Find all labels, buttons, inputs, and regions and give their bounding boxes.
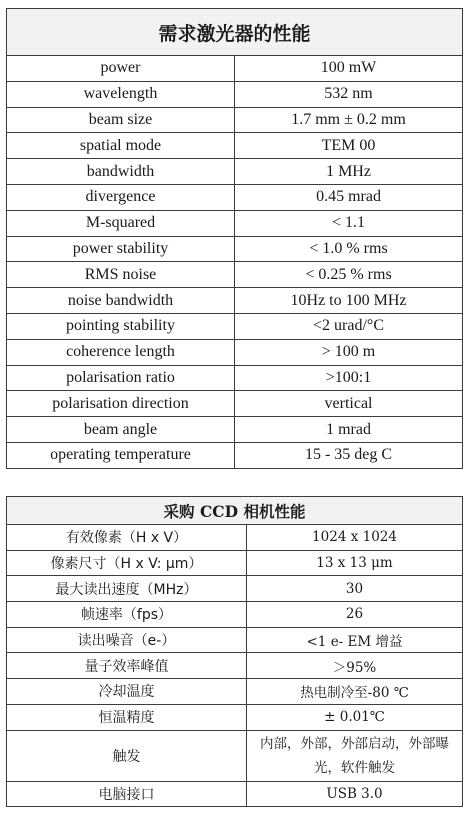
spec-label: noise bandwidth [7, 288, 235, 314]
spec-label: 有效像素（H x V） [7, 525, 247, 551]
laser-spec-table [6, 8, 463, 469]
spec-label: coherence length [7, 339, 235, 365]
table-row [7, 236, 463, 262]
spec-label: 触发 [7, 730, 247, 781]
spec-value: 10Hz to 100 MHz [235, 288, 463, 314]
spec-value: vertical [235, 391, 463, 417]
spec-value: <1 e- EM 增益 [247, 627, 463, 653]
spec-label: 像素尺寸（H x V: μm） [7, 550, 247, 576]
ccd-spec-table [6, 496, 463, 807]
spec-label: RMS noise [7, 262, 235, 288]
spec-value: < 0.25 % rms [235, 262, 463, 288]
spec-value: 1 mrad [235, 417, 463, 443]
spec-value: ± 0.01℃ [247, 704, 463, 730]
table-row [7, 525, 463, 551]
table-title-row [7, 497, 463, 525]
spec-label: operating temperature [7, 442, 235, 468]
spec-label: 读出噪音（e-） [7, 627, 247, 653]
spec-value: 内部，外部，外部启动，外部曝光，软件触发 [247, 730, 463, 781]
spec-label: power [7, 56, 235, 82]
spec-value: 15 - 35 deg C [235, 442, 463, 468]
table-row [7, 159, 463, 185]
table-row [7, 704, 463, 730]
spec-label: 冷却温度 [7, 679, 247, 705]
spec-value: <2 urad/°C [235, 313, 463, 339]
spec-value: USB 3.0 [247, 781, 463, 807]
spec-value: 1.7 mm ± 0.2 mm [235, 107, 463, 133]
spec-label: polarisation ratio [7, 365, 235, 391]
spec-value: 1 MHz [235, 159, 463, 185]
table-row [7, 313, 463, 339]
spec-label: 帧速率（fps） [7, 602, 247, 628]
spec-label: 量子效率峰值 [7, 653, 247, 679]
spec-label: power stability [7, 236, 235, 262]
spec-value: < 1.0 % rms [235, 236, 463, 262]
spec-value: 1024 x 1024 [247, 525, 463, 551]
table-row [7, 107, 463, 133]
table-row [7, 133, 463, 159]
table-row [7, 653, 463, 679]
spec-label: wavelength [7, 81, 235, 107]
spec-value: 热电制冷至-80 ℃ [247, 679, 463, 705]
table-row [7, 262, 463, 288]
spec-value: ＞95% [247, 653, 463, 679]
spec-label: 最大读出速度（MHz） [7, 576, 247, 602]
table-row [7, 339, 463, 365]
table-row [7, 550, 463, 576]
table-row [7, 288, 463, 314]
spec-value: 26 [247, 602, 463, 628]
table-row [7, 602, 463, 628]
spec-label: beam size [7, 107, 235, 133]
spec-label: bandwidth [7, 159, 235, 185]
spec-label: pointing stability [7, 313, 235, 339]
spec-value: 13 x 13 μm [247, 550, 463, 576]
spec-label: M-squared [7, 210, 235, 236]
spec-value: 532 nm [235, 81, 463, 107]
spec-label: 电脑接口 [7, 781, 247, 807]
table-row [7, 56, 463, 82]
spec-value: 30 [247, 576, 463, 602]
table-row [7, 627, 463, 653]
table-row [7, 679, 463, 705]
spec-value: 100 mW [235, 56, 463, 82]
table-row [7, 781, 463, 807]
ccd-table-title: 采购 CCD 相机性能 [7, 497, 463, 525]
table-row [7, 442, 463, 468]
table-row [7, 184, 463, 210]
table-row [7, 365, 463, 391]
table-row [7, 417, 463, 443]
spec-value: TEM 00 [235, 133, 463, 159]
spec-value: >100:1 [235, 365, 463, 391]
spec-label: divergence [7, 184, 235, 210]
spec-label: spatial mode [7, 133, 235, 159]
spec-label: beam angle [7, 417, 235, 443]
laser-table-title: 需求激光器的性能 [7, 9, 463, 56]
table-row [7, 576, 463, 602]
spec-value: < 1.1 [235, 210, 463, 236]
table-row [7, 730, 463, 781]
spec-value: 0.45 mrad [235, 184, 463, 210]
spec-label: 恒温精度 [7, 704, 247, 730]
table-row [7, 391, 463, 417]
table-row [7, 210, 463, 236]
spec-label: polarisation direction [7, 391, 235, 417]
table-row [7, 81, 463, 107]
spec-value: > 100 m [235, 339, 463, 365]
table-title-row [7, 9, 463, 56]
